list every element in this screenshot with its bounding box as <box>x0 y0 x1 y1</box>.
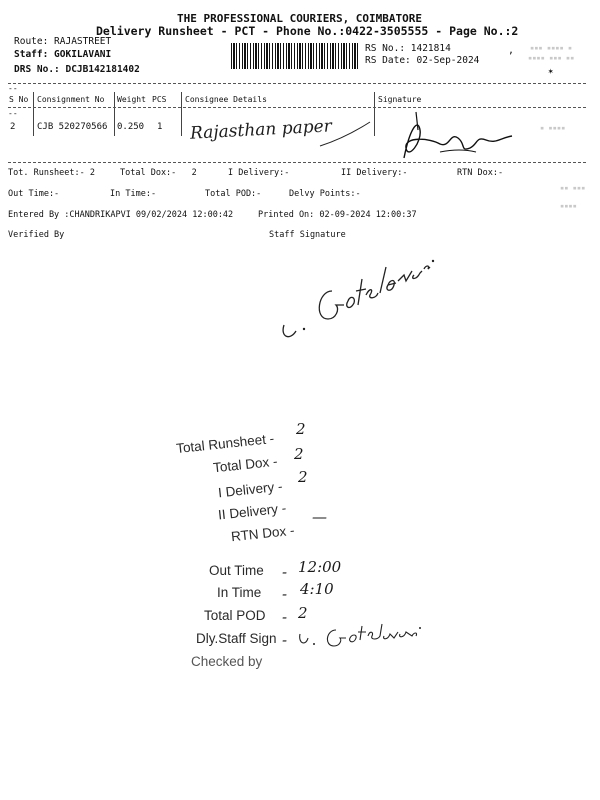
tick-mark: ✶ <box>548 67 554 77</box>
total-runsheet: Tot. Runsheet:- 2 <box>8 168 95 178</box>
stamp-total-dox-value: 2 <box>294 445 304 463</box>
bleed-through-text: ▪ ▪▪▪▪ <box>540 124 566 132</box>
stamp-dly-staff-sign: Dly.Staff Sign <box>196 631 277 646</box>
i-delivery: I Delivery:- <box>228 168 290 178</box>
entered-by: Entered By :CHANDRIKAPVI 09/02/2024 12:00:42 <box>8 210 234 220</box>
staff-signature <box>270 245 440 355</box>
runsheet-title: Delivery Runsheet - PCT - Phone No.:0422-3505555 - Page No.:2 <box>96 24 519 38</box>
bleed-through-text: ▪▪▪ ▪▪▪▪ ▪ <box>530 44 573 52</box>
bleed-through-text: ▪▪▪▪ <box>560 202 577 210</box>
stamp-out-time-value: 12:00 <box>298 558 342 576</box>
stamp-i-delivery-value: 2 <box>298 468 308 486</box>
route-label: Route: RAJASTREET <box>14 36 112 47</box>
staff-label: Staff: GOKILAVANI <box>14 49 112 60</box>
col-header-consignee: Consignee Details <box>185 95 267 104</box>
stamp-dash: - <box>282 563 288 581</box>
staff-signature-label: Staff Signature <box>269 230 346 240</box>
row-sno: 2 <box>10 122 16 132</box>
col-header-consignment: Consignment No <box>37 95 105 104</box>
stamp-i-delivery: I Delivery - <box>217 478 284 501</box>
table-bottom-rule <box>8 162 586 163</box>
col-header-pcs: PCS <box>152 95 167 104</box>
col-header-weight: Weight <box>117 95 146 104</box>
rs-number: RS No.: 1421814 <box>365 43 451 54</box>
row-weight: 0.250 <box>117 122 145 132</box>
stamp-checked-by: Checked by <box>191 654 263 669</box>
stamp-out-time: Out Time <box>209 563 264 578</box>
stamp-in-time: In Time <box>217 585 262 600</box>
stamp-total-pod-value: 2 <box>298 604 308 622</box>
ii-delivery: II Delivery:- <box>341 168 408 178</box>
drs-number: DRS No.: DCJB142181402 <box>14 64 140 75</box>
tick-mark: , <box>508 45 515 56</box>
company-name: THE PROFESSIONAL COURIERS, COIMBATORE <box>177 12 423 25</box>
stamp-total-runsheet: Total Runsheet - <box>175 430 275 457</box>
stamp-total-pod: Total POD <box>204 608 266 623</box>
rtn-dox: RTN Dox:- <box>457 168 504 178</box>
col-divider <box>33 92 34 136</box>
stamp-ii-delivery: II Delivery - <box>217 500 287 523</box>
printed-on: Printed On: 02-09-2024 12:00:37 <box>258 210 417 220</box>
stamp-rtn-dox-value: — <box>312 508 327 526</box>
stamp-staff-signature <box>294 618 434 654</box>
row-consignment-no: CJB 520270566 <box>37 122 108 132</box>
row-pcs: 1 <box>157 122 163 132</box>
stamp-dash: - <box>282 585 288 603</box>
stamp-dash: - <box>282 608 288 626</box>
consignee-signature <box>300 108 525 168</box>
col-header-sno: S No <box>9 95 29 104</box>
verified-by: Verified By <box>8 230 65 240</box>
bleed-through-text: ▪▪▪▪ ▪▪▪ ▪▪ <box>528 54 575 62</box>
stamp-dash: - <box>282 631 288 649</box>
stamp-rtn-dox: RTN Dox - <box>230 522 296 545</box>
stamp-total-dox: Total Dox - <box>212 453 279 476</box>
rs-date: RS Date: 02-Sep-2024 <box>365 55 480 66</box>
total-pod: Total POD:- <box>205 189 262 199</box>
out-time: Out Time:- <box>8 189 60 199</box>
stamp-total-runsheet-value: 2 <box>296 420 306 438</box>
table-top-rule <box>8 83 586 84</box>
delivery-points: Delvy Points:- <box>289 189 361 199</box>
col-header-signature: Signature <box>378 95 422 104</box>
total-dox: Total Dox:- 2 <box>120 168 197 178</box>
barcode <box>231 43 359 69</box>
dash-marker: -- <box>8 109 18 118</box>
consignee-handwritten: Rajasthan paper <box>189 116 333 144</box>
in-time: In Time:- <box>110 189 157 199</box>
col-divider <box>181 92 182 136</box>
bleed-through-text: ▪▪ ▪▪▪ <box>560 184 586 192</box>
col-divider <box>114 92 115 136</box>
stamp-in-time-value: 4:10 <box>300 580 334 598</box>
dash-marker: -- <box>8 84 18 93</box>
